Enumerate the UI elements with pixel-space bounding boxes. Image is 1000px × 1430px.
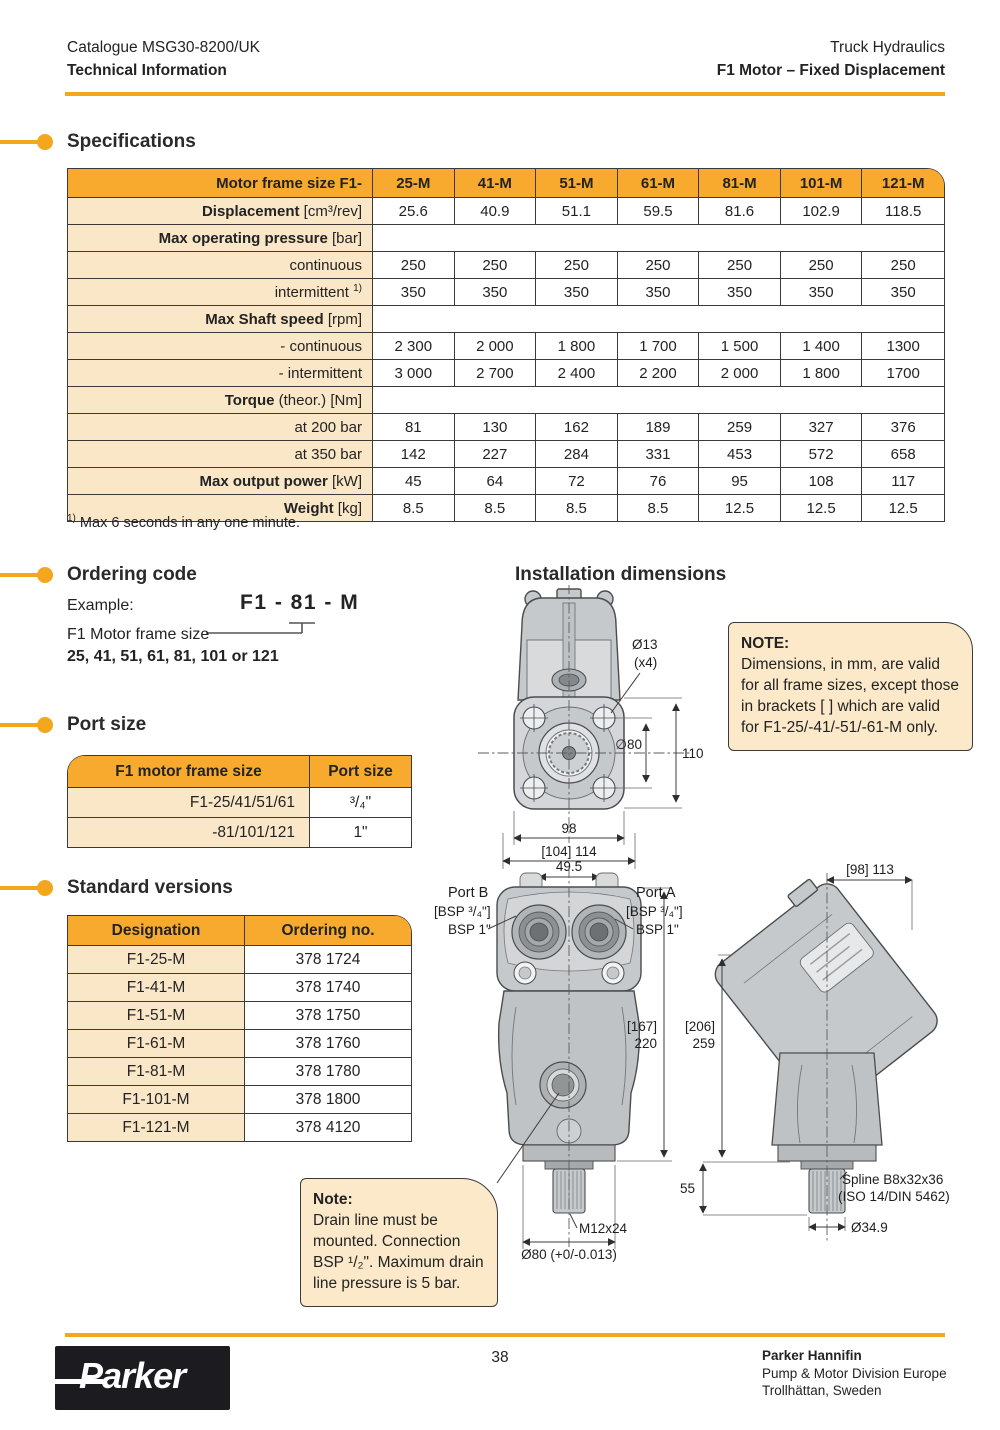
spec-value-cell: 350 [862,279,944,306]
spec-value-cell: 59.5 [618,198,700,225]
dim-label-d34-9: Ø34.9 [851,1220,888,1235]
spec-value-cell: 327 [781,414,863,441]
spec-value-cell: 102.9 [781,198,863,225]
note-text: Dimensions, in mm, are valid for all frame sizes, except those in brackets [ ] which are valid for F1-25/-41/-51/-61-M only. [741,656,959,736]
spec-row-label: Max output power [kW] [68,468,373,495]
spec-column-header: 51-M [536,169,618,198]
spec-value-cell: 72 [536,468,618,495]
spec-column-header: 121-M [862,169,944,198]
table-cell: F1-51-M [68,1002,245,1030]
spec-value-cell: 350 [373,279,455,306]
parker-logo [55,1346,230,1410]
spec-empty-span [373,306,944,333]
port-a-label: Port A [636,885,676,901]
spec-value-cell: 453 [699,441,781,468]
dim-label-d13-qty: (x4) [634,655,658,670]
dim-label-98: 98 [561,821,577,836]
spec-value-cell: 376 [862,414,944,441]
spec-value-cell: 108 [781,468,863,495]
table-row [68,946,411,974]
drain-note-title: Note: [313,1191,353,1208]
spec-value-cell: 8.5 [536,495,618,521]
front-view [478,585,704,885]
spec-column-header: 61-M [618,169,700,198]
header-rule [65,92,945,96]
table-row [68,1030,411,1058]
spec-value-cell: 658 [862,441,944,468]
table-row [68,1002,411,1030]
table-cell: F1-101-M [68,1086,245,1114]
installation-heading: Installation dimensions [515,564,727,585]
spec-value-cell: 3 000 [373,360,455,387]
spec-value-cell: 2 700 [455,360,537,387]
spec-value-cell: 1 800 [536,333,618,360]
spec-value-cell: 142 [373,441,455,468]
spec-value-cell: 331 [618,441,700,468]
spec-value-cell: 250 [862,252,944,279]
catalogue-number: Catalogue MSG30-8200/UK [67,39,261,56]
dim-label-110: 110 [682,746,704,761]
spec-value-cell: 8.5 [618,495,700,521]
footer-company-block [762,1347,947,1400]
location-name: Trollhättan, Sweden [762,1383,882,1398]
spec-value-cell: 12.5 [699,495,781,521]
spec-value-cell: 8.5 [455,495,537,521]
spec-row-label: - continuous [68,333,373,360]
dim-label-m12x24: M12x24 [579,1221,628,1236]
specifications-heading: Specifications [67,131,196,152]
spec-value-cell: 130 [455,414,537,441]
angled-view [680,862,950,1243]
section-specifications [0,131,420,153]
table-cell: 378 1780 [245,1058,411,1086]
section-bullet-icon [37,880,53,896]
section-port-size [0,714,420,736]
note-title: NOTE: [741,635,790,652]
table-cell: F1-25-M [68,946,245,974]
spec-value-cell: 259 [699,414,781,441]
port-size-table [67,755,412,848]
spec-row-label: Displacement [cm³/rev] [68,198,373,225]
frame-sizes-list: 25, 41, 51, 61, 81, 101 or 121 [67,648,279,665]
spec-value-cell: 81 [373,414,455,441]
spline-label-2: (ISO 14/DIN 5462) [838,1189,950,1204]
table-cell: 378 1740 [245,974,411,1002]
section-bullet-icon [37,717,53,733]
dim-label-220: 220 [634,1036,657,1051]
spec-value-cell: 1 700 [618,333,700,360]
spec-value-cell: 25.6 [373,198,455,225]
spec-row-label: at 350 bar [68,441,373,468]
spec-value-cell: 250 [373,252,455,279]
table-row [68,1058,411,1086]
company-name: Parker Hannifin [762,1348,862,1363]
dim-label-259: 259 [692,1036,715,1051]
parker-logo-text: Parker [79,1355,186,1396]
footnote-marker: 1) [67,513,76,524]
table-row [68,1086,411,1114]
division-name: Pump & Motor Division Europe [762,1365,947,1381]
example-code: F1 - 81 - M [240,591,360,614]
spec-row-label: at 200 bar [68,414,373,441]
ordering-connector-line [205,620,317,640]
dim-label-55: 55 [679,1181,695,1196]
spec-value-cell: 162 [536,414,618,441]
spec-value-cell: 572 [781,441,863,468]
spec-row-label: Torque (theor.) [Nm] [68,387,373,414]
standard-versions-heading: Standard versions [67,877,233,898]
table-row [68,974,411,1002]
drain-note-box [300,1178,498,1307]
spec-value-cell: 51.1 [536,198,618,225]
table-cell: ³/₄" [310,788,411,818]
product-family: Truck Hydraulics [830,39,945,56]
spec-value-cell: 2 400 [536,360,618,387]
spec-value-cell: 12.5 [781,495,863,521]
drain-note-text: Drain line must be mounted. Connection BSP ¹/₂". Maximum drain line pressure is 5 bar. [313,1212,484,1292]
spec-value-cell: 1 500 [699,333,781,360]
table-cell: 378 1800 [245,1086,411,1114]
spec-value-cell: 2 200 [618,360,700,387]
dim-label-98-113: [98] 113 [846,862,894,877]
spec-value-cell: 2 000 [455,333,537,360]
spec-value-cell: 350 [455,279,537,306]
table-cell: 378 1724 [245,946,411,974]
section-bullet-icon [37,134,53,150]
catalogue-subtitle: Technical Information [67,62,227,79]
spec-column-header: 101-M [781,169,863,198]
spec-row-label: Max Shaft speed [rpm] [68,306,373,333]
spec-value-cell: 64 [455,468,537,495]
table-cell: 378 1760 [245,1030,411,1058]
footnote-text: Max 6 seconds in any one minute. [75,514,300,531]
spec-empty-span [373,225,944,252]
dim-label-d80: ∅80 [615,737,642,752]
table-cell: -81/101/121 [68,818,310,847]
spec-value-cell: 1 400 [781,333,863,360]
spec-column-header: 41-M [455,169,537,198]
port-size-heading: Port size [67,714,147,735]
footer-rule [65,1333,945,1337]
spec-value-cell: 250 [781,252,863,279]
spec-row-label: Weight [kg] [68,495,373,521]
spec-value-cell: 1 800 [781,360,863,387]
spec-value-cell: 12.5 [862,495,944,521]
section-standard-versions [0,877,420,899]
spec-row-label: intermittent $^{1)}$ [68,279,373,306]
dimensions-note-box [728,622,973,751]
table-row [68,1114,411,1141]
port-b-label: Port B [448,885,489,901]
column-header: Designation [68,916,245,946]
port-a-bsp34-label: [BSP ³/₄"] [626,904,683,919]
section-bullet-icon [37,567,53,583]
dim-label-d80-tol: Ø80 (+0/-0.013) [521,1247,617,1262]
spec-value-cell: 81.6 [699,198,781,225]
table-cell: F1-41-M [68,974,245,1002]
column-header: F1 motor frame size [68,756,310,788]
page-number: 38 [491,1349,509,1366]
spec-value-cell: 117 [862,468,944,495]
example-label: Example: [67,597,134,614]
table-cell: F1-25/41/51/61 [68,788,310,818]
spec-value-cell: 350 [618,279,700,306]
spec-value-cell: 2 300 [373,333,455,360]
table-cell: F1-61-M [68,1030,245,1058]
spec-value-cell: 350 [699,279,781,306]
table-cell: 378 4120 [245,1114,411,1141]
column-header: Port size [310,756,411,788]
port-b-bsp1-label: BSP 1" [448,922,491,937]
table-cell: F1-81-M [68,1058,245,1086]
spec-row-label: - intermittent [68,360,373,387]
port-b-bsp34-label: [BSP ³/₄"] [434,904,491,919]
spec-value-cell: 250 [455,252,537,279]
table-row [68,818,411,847]
specifications-table [67,168,945,522]
spec-value-cell: 76 [618,468,700,495]
frame-size-label: F1 Motor frame size [67,626,210,643]
spec-value-cell: 350 [781,279,863,306]
spec-row-label: Max operating pressure [bar] [68,225,373,252]
ordering-code-heading: Ordering code [67,564,197,585]
spec-row-label: continuous [68,252,373,279]
port-a-bsp1-label: BSP 1" [636,922,679,937]
dim-label-104-114: [104] 114 [541,844,597,859]
spec-empty-span [373,387,944,414]
header-left [67,36,260,82]
spec-value-cell: 350 [536,279,618,306]
spec-value-cell: 250 [618,252,700,279]
table-cell: 1" [310,818,411,847]
dim-label-49-5: 49.5 [555,859,583,874]
spec-value-cell: 1700 [862,360,944,387]
table-cell: F1-121-M [68,1114,245,1141]
spec-column-header: 81-M [699,169,781,198]
spec-value-cell: 2 000 [699,360,781,387]
spec-column-header: 25-M [373,169,455,198]
standard-versions-table [67,915,412,1142]
spec-value-cell: 250 [699,252,781,279]
dim-label-206: [206] [684,1019,715,1034]
spline-label-1: Spline B8x32x36 [842,1172,944,1187]
section-ordering-code [0,564,420,586]
spec-value-cell: 8.5 [373,495,455,521]
spec-value-cell: 118.5 [862,198,944,225]
product-title: F1 Motor – Fixed Displacement [716,62,945,79]
spec-value-cell: 250 [536,252,618,279]
spec-value-cell: 1300 [862,333,944,360]
dim-label-d13: Ø13 [632,637,658,652]
column-header: Ordering no. [245,916,411,946]
spec-value-cell: 284 [536,441,618,468]
spec-footnote [67,513,300,531]
spec-header-label: Motor frame size F1- [68,169,373,198]
table-cell: 378 1750 [245,1002,411,1030]
spec-value-cell: 40.9 [455,198,537,225]
header-right [717,36,945,82]
table-row [68,788,411,818]
spec-value-cell: 45 [373,468,455,495]
spec-value-cell: 189 [618,414,700,441]
spec-value-cell: 227 [455,441,537,468]
dim-label-167: [167] [626,1019,657,1034]
spec-value-cell: 95 [699,468,781,495]
